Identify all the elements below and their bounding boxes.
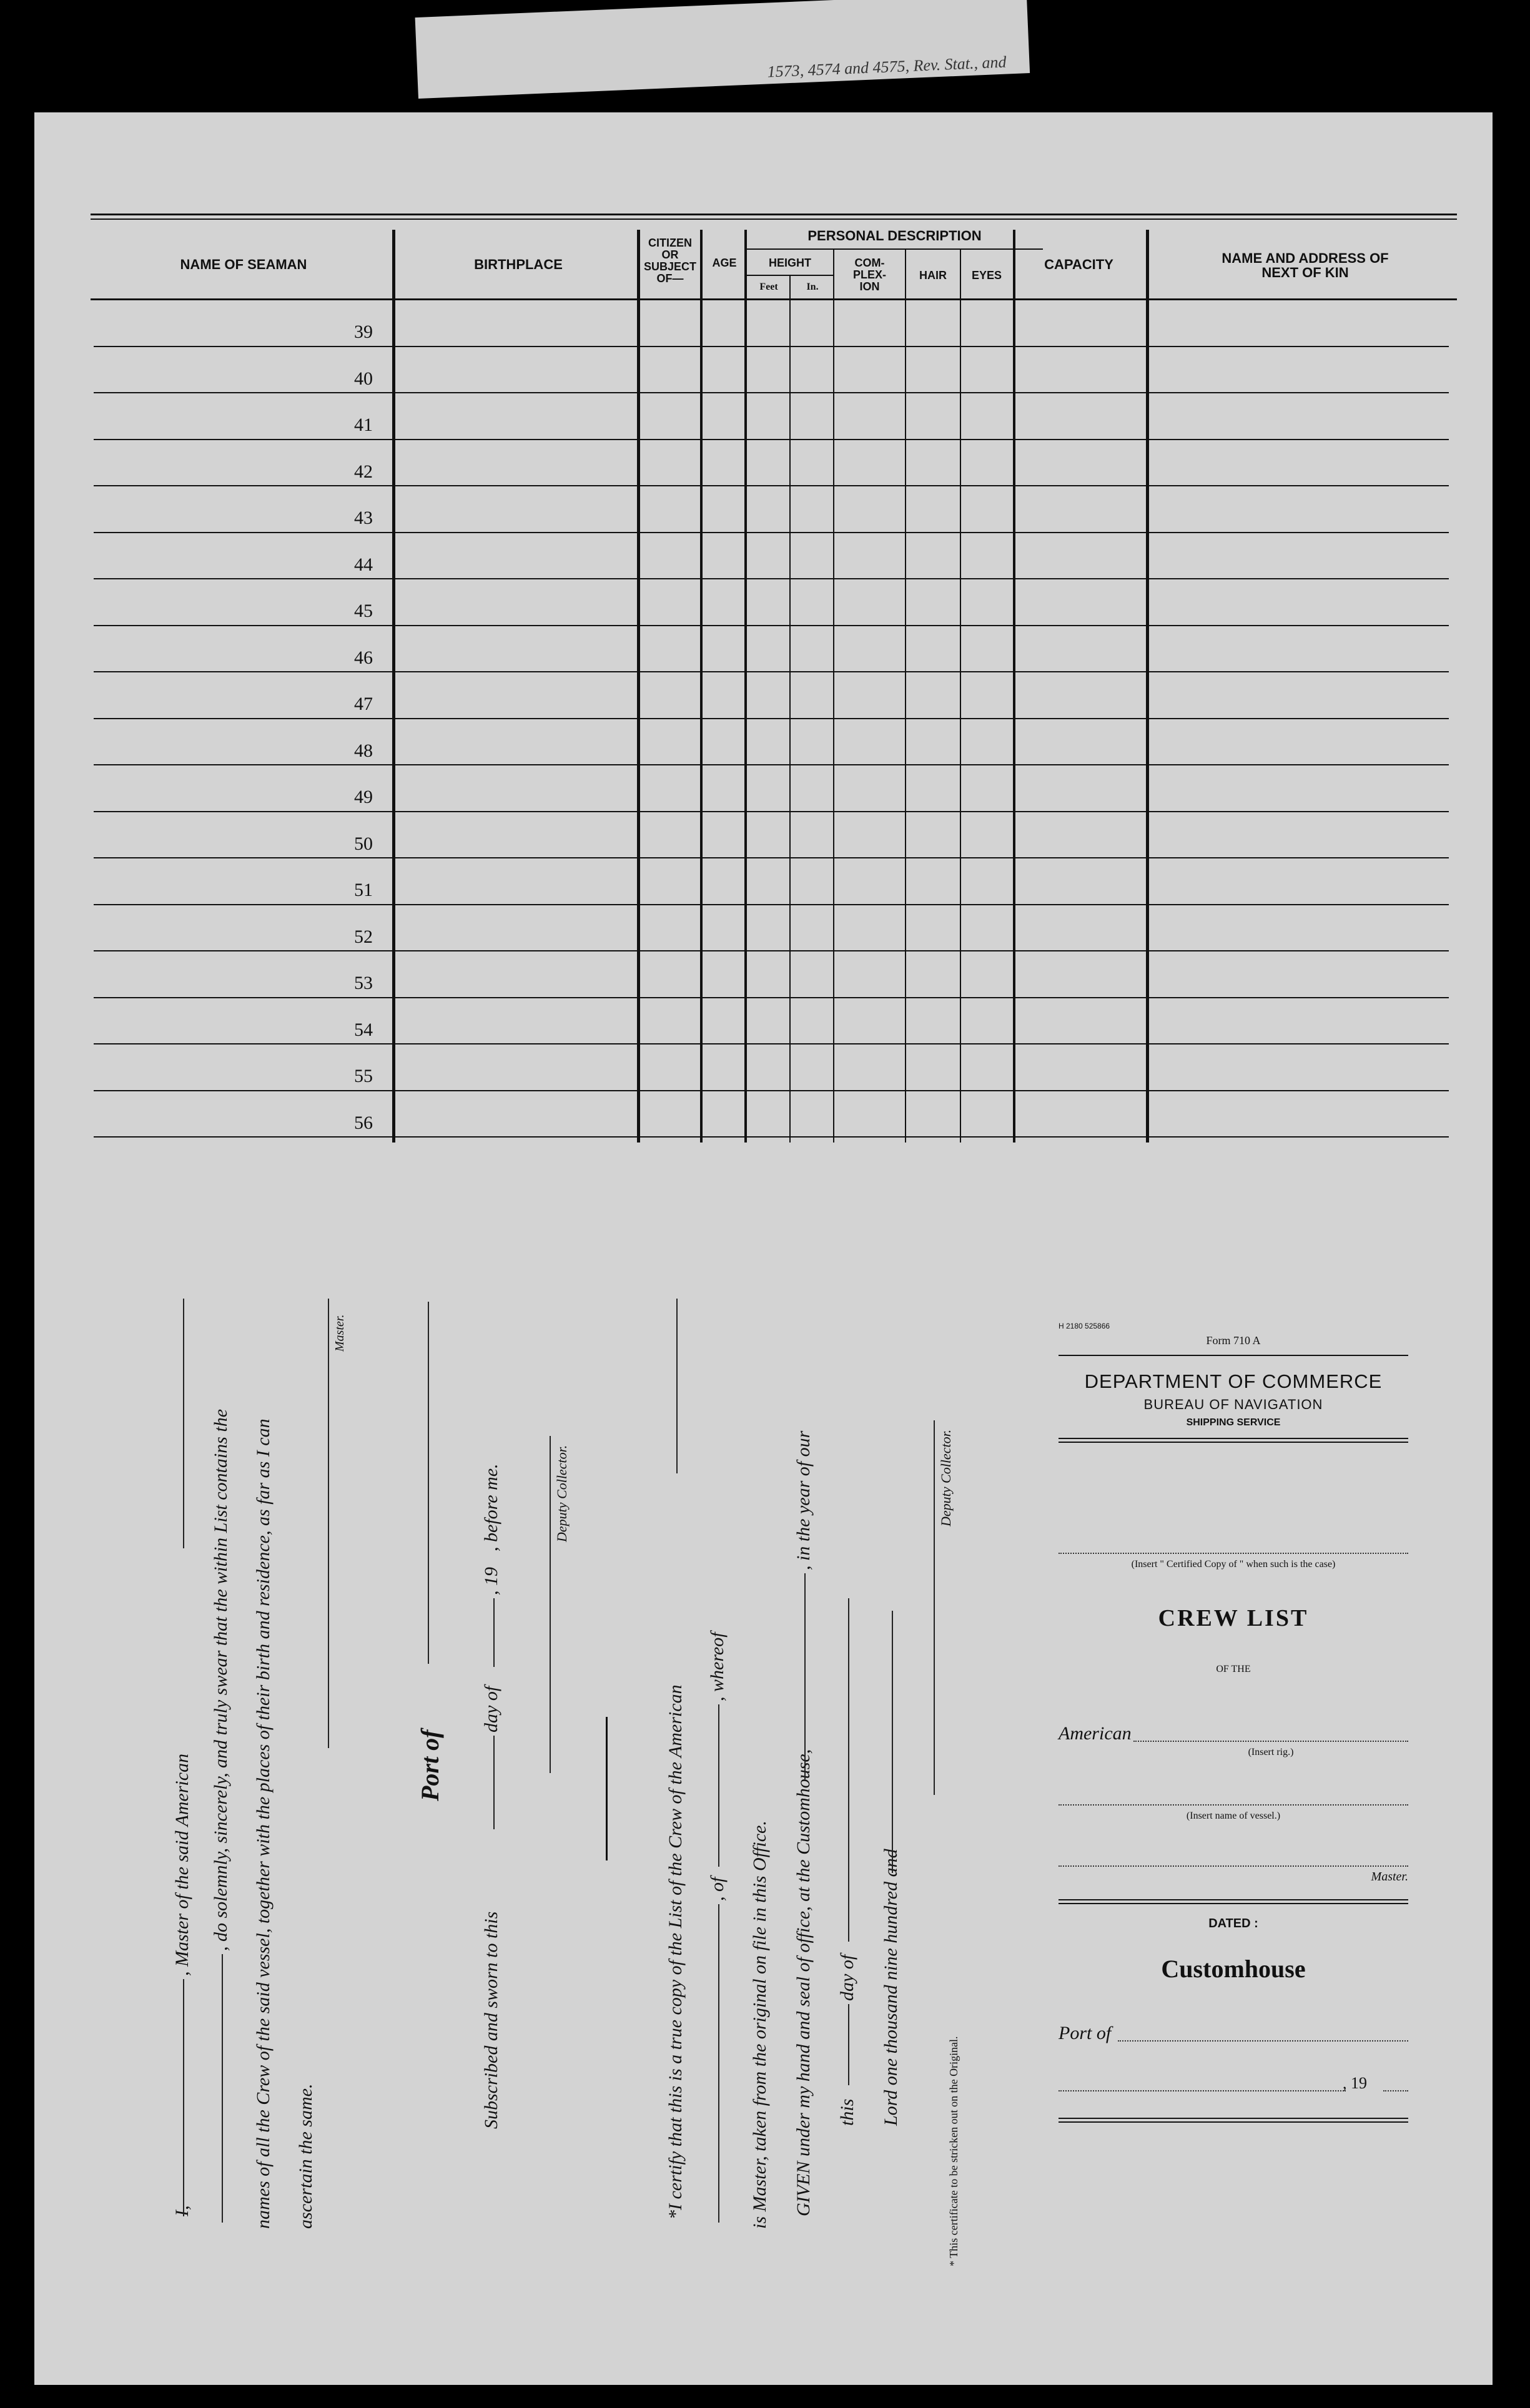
tab-text: 1573, 4574 and 4575, Rev. Stat., and — [767, 52, 1007, 81]
table-row[interactable] — [94, 532, 1449, 533]
table-row[interactable] — [94, 392, 1449, 393]
given-line: GIVEN under my hand and seal of office, at the Customhouse, — [793, 1749, 814, 2216]
stub-year-field — [1383, 2090, 1408, 2091]
oath-master-label: Master. — [333, 1314, 347, 1352]
row-number: 47 — [354, 694, 373, 714]
insert-rig: (Insert rig.) — [1248, 1747, 1294, 1757]
stub-date-field — [1059, 2090, 1346, 2091]
table-row[interactable] — [94, 997, 1449, 998]
col-line-hair — [960, 250, 961, 1143]
header-inches: In. — [806, 282, 819, 292]
header-birthplace: BIRTHPLACE — [474, 257, 563, 272]
master-field — [1059, 1865, 1408, 1867]
col-line-capacity — [1146, 230, 1149, 1143]
table-row[interactable] — [94, 439, 1449, 440]
cert-line2: is Master, taken from the original on file in this Office. — [749, 1821, 770, 2229]
col-line-height — [833, 250, 834, 1143]
form-number: Form 710 A — [1206, 1334, 1261, 1347]
given-field — [804, 1573, 806, 1779]
oath-name-field — [183, 1979, 184, 2216]
cert-line1: *I certify that this is a true copy of the List of the Crew of the American — [665, 1684, 686, 2219]
table-top-rule — [91, 214, 1457, 215]
service: SHIPPING SERVICE — [1186, 1417, 1281, 1428]
cert-whereof: , whereof — [707, 1632, 728, 1701]
this-month-field — [848, 1598, 849, 1942]
row-number: 39 — [354, 322, 373, 342]
personal-description-rule — [746, 248, 1043, 250]
oath-line3: names of all the Crew of the said vessel, together with the places of their birth and residence, as far as I can — [253, 1418, 274, 2229]
stub-rule-2 — [1059, 1438, 1408, 1439]
stub-master-label: Master. — [1371, 1870, 1408, 1884]
header-complexion-1: COM- — [854, 257, 885, 269]
oath-line1-master: , Master of the said American — [172, 1753, 192, 1976]
oath-subscribed-year: , 19 — [481, 1567, 501, 1595]
row-number: 48 — [354, 740, 373, 761]
row-number: 40 — [354, 368, 373, 389]
header-feet: Feet — [759, 282, 778, 292]
crew-list-sheet — [34, 112, 1493, 2385]
oath-port-of: Port of — [416, 1729, 444, 1801]
col-line-birthplace — [637, 230, 640, 1143]
this-day-field — [848, 2004, 849, 2085]
table-top-rule-2 — [91, 219, 1457, 220]
stub-port-field — [1118, 2040, 1408, 2042]
header-complexion-3: ION — [859, 280, 880, 293]
certified-copy-field — [1059, 1553, 1408, 1554]
stub-rule-4 — [1059, 1899, 1408, 1900]
col-line-name — [392, 230, 395, 1143]
table-row[interactable] — [94, 904, 1449, 905]
row-number: 43 — [354, 508, 373, 528]
deputy-signature-line-2 — [934, 1420, 935, 1795]
rig-field — [1133, 1741, 1408, 1742]
row-number: 50 — [354, 833, 373, 854]
table-row[interactable] — [94, 1043, 1449, 1044]
row-number: 55 — [354, 1066, 373, 1086]
header-citizen — [639, 237, 701, 285]
header-citizen-1: CITIZEN — [648, 237, 692, 249]
header-citizen-2: OR — [661, 248, 679, 261]
master-signature-line — [328, 1299, 329, 1748]
footnote: * This certificate to be stricken out on the Original. — [947, 2036, 960, 2266]
insert-certified-copy: (Insert " Certified Copy of " when such is the case) — [1131, 1559, 1336, 1570]
table-row[interactable] — [94, 346, 1449, 347]
header-personal-description: PERSONAL DESCRIPTION — [807, 228, 982, 243]
oath-vessel-field — [183, 1299, 184, 1548]
col-line-age — [744, 230, 747, 1143]
deputy-signature-line — [550, 1436, 551, 1773]
department: DEPARTMENT OF COMMERCE — [1084, 1370, 1383, 1392]
table-row[interactable] — [94, 950, 1449, 951]
header-complexion — [834, 257, 906, 293]
table-row[interactable] — [94, 625, 1449, 626]
header-hair: HAIR — [919, 269, 947, 282]
header-complexion-2: PLEX- — [852, 268, 886, 281]
insert-vessel-name: (Insert name of vessel.) — [1186, 1811, 1281, 1821]
top-tab — [415, 0, 1030, 99]
vessel-name-field — [1059, 1804, 1408, 1806]
header-kin-1: NAME AND ADDRESS OF — [1222, 250, 1389, 266]
row-number: 45 — [354, 601, 373, 621]
this-dayof: day of — [837, 1954, 857, 2001]
cert-of: , of — [707, 1877, 728, 1901]
oath-line2-field — [222, 1954, 223, 2223]
oath-deputy-collector-2: Deputy Collector. — [938, 1429, 954, 1526]
cert-of-field — [718, 1904, 719, 2223]
header-age: AGE — [712, 257, 737, 269]
col-line-feet — [789, 276, 791, 1143]
table-row[interactable] — [94, 671, 1449, 672]
row-number: 54 — [354, 1019, 373, 1040]
table-row[interactable] — [94, 1090, 1449, 1091]
table-row[interactable] — [94, 578, 1449, 579]
header-eyes: EYES — [971, 269, 1002, 282]
dated-label: DATED : — [1208, 1917, 1258, 1930]
oath-subscribed-day-field — [493, 1736, 495, 1829]
header-kin-2: NEXT OF KIN — [1261, 265, 1349, 281]
row-number: 49 — [354, 787, 373, 807]
header-capacity: CAPACITY — [1044, 257, 1113, 272]
header-bottom-rule — [91, 298, 1457, 300]
american-label: American — [1059, 1723, 1132, 1744]
table-row[interactable] — [94, 485, 1449, 486]
lord-field — [892, 1611, 893, 1873]
stub-port-of: Port of — [1059, 2023, 1112, 2043]
print-code: H 2180 525866 — [1059, 1322, 1110, 1330]
table-row[interactable] — [94, 718, 1449, 719]
stub-rule-5 — [1059, 1903, 1408, 1904]
header-name-of-seaman: NAME OF SEAMAN — [180, 257, 307, 272]
row-number: 51 — [354, 880, 373, 900]
row-number: 53 — [354, 973, 373, 993]
stub-rule-1 — [1059, 1355, 1408, 1356]
stub-year: , 19 — [1343, 2074, 1367, 2092]
header-next-of-kin — [1152, 251, 1458, 280]
lord-line: Lord one thousand nine hundred and — [881, 1849, 901, 2126]
oath-subscribed-before: , before me. — [481, 1463, 501, 1551]
oath-port-field — [428, 1302, 429, 1664]
col-line-eyes — [1013, 230, 1015, 1143]
crew-list-title: CREW LIST — [1158, 1605, 1309, 1631]
row-number: 42 — [354, 461, 373, 482]
cert-vessel-field — [676, 1299, 678, 1473]
table-row[interactable] — [94, 1136, 1449, 1138]
col-line-complexion — [905, 250, 906, 1143]
row-number: 52 — [354, 926, 373, 947]
oath-subscribed-month-field — [493, 1598, 495, 1667]
row-number: 56 — [354, 1112, 373, 1133]
stub-rule-7 — [1059, 2121, 1408, 2123]
oath-deputy-collector: Deputy Collector. — [554, 1445, 570, 1542]
stub-rule-3 — [1059, 1442, 1408, 1443]
customhouse-label: Customhouse — [1161, 1955, 1306, 1983]
section-divider — [606, 1717, 608, 1860]
of-the: OF THE — [1216, 1664, 1251, 1674]
row-number: 44 — [354, 554, 373, 575]
cert-whereof-field — [718, 1704, 719, 1867]
row-number: 41 — [354, 415, 373, 435]
row-number: 46 — [354, 647, 373, 668]
oath-subscribed: Subscribed and sworn to this — [481, 1911, 501, 2129]
this-label: this — [837, 2098, 857, 2126]
header-citizen-4: OF— — [656, 272, 684, 285]
header-citizen-3: SUBJECT — [643, 260, 696, 273]
oath-subscribed-dayof: day of — [481, 1686, 501, 1732]
table-row[interactable] — [94, 857, 1449, 858]
col-line-citizen — [700, 230, 703, 1143]
table-row[interactable] — [94, 811, 1449, 812]
given-year-of-our: , in the year of our — [793, 1430, 814, 1570]
table-row[interactable] — [94, 764, 1449, 765]
oath-line1-i: I, — [172, 2205, 192, 2216]
stub-rule-6 — [1059, 2118, 1408, 2119]
oath-line2: , do solemnly, sincerely, and truly swear that the within List contains the — [210, 1408, 231, 1951]
bureau: BUREAU OF NAVIGATION — [1143, 1397, 1323, 1412]
header-height: HEIGHT — [768, 257, 811, 269]
oath-line4: ascertain the same. — [295, 2083, 316, 2229]
